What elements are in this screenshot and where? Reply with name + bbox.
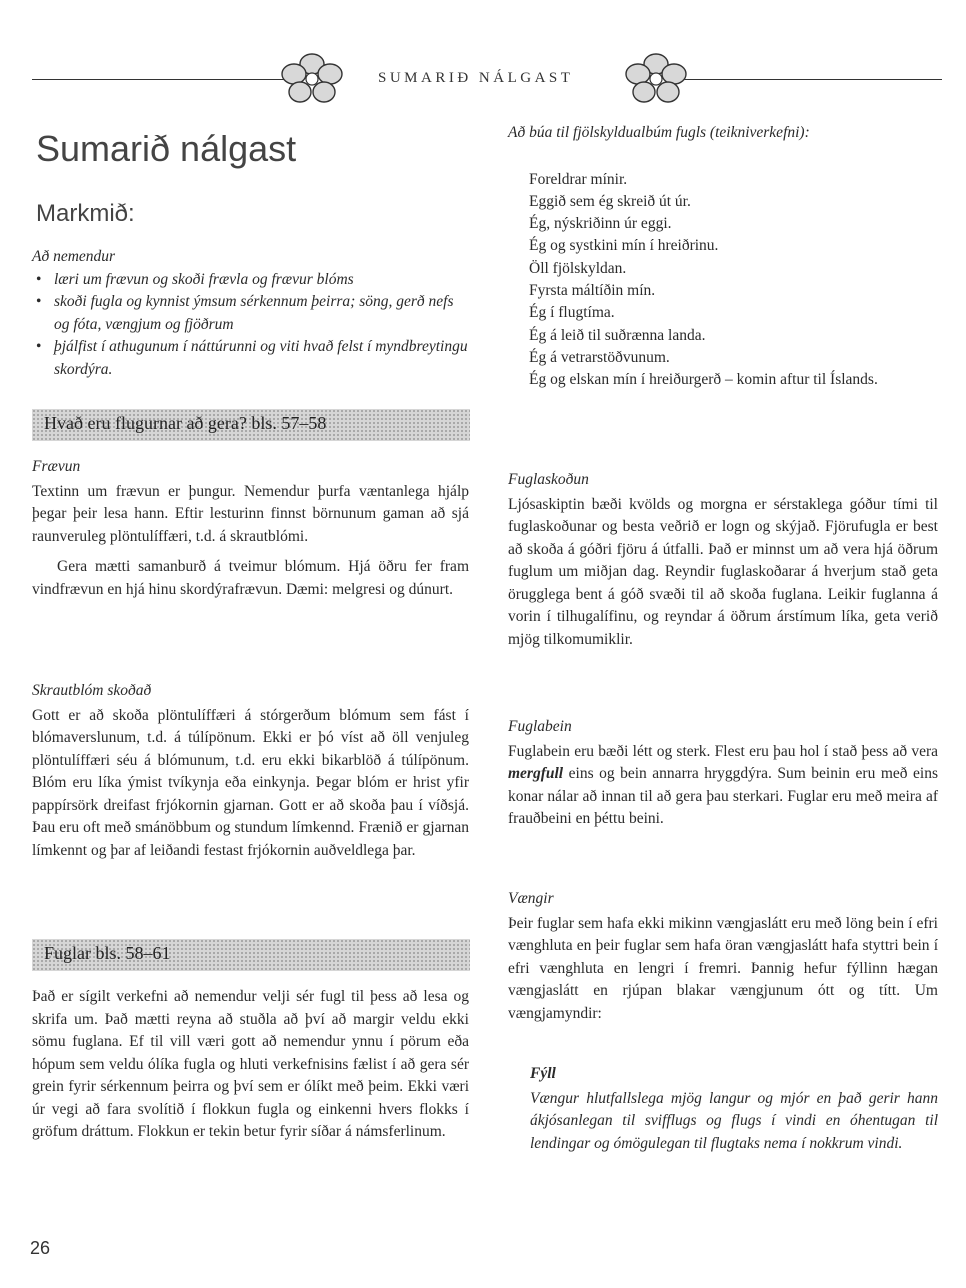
paragraph: Gera mætti samanburð á tveimur blómum. Hjá öðru fer fram vindfrævun en hjá hinu skordýrafrævun. Dæmi: melgresi og dúnurt.: [32, 558, 469, 598]
banner-label: Hvað eru flugurnar að gera? bls. 57–58: [44, 413, 327, 433]
page-title: Sumarið nálgast: [36, 128, 297, 169]
running-title: SUMARIÐ NÁLGAST: [378, 70, 574, 86]
paragraph: Ljósaskiptin bæði kvölds og morgna er sérstaklega góður tími til fuglaskoðunar og besta veðrið er logn og skýjað. Fjörufugla er best að skoða á góðri fjöru á útfalli. Það er minnst um að vera hjá öðrum fuglum um miðjan dag. Reyndir fuglaskoðarar á hverjum stað geta örugglega bent á góð svæði til að skoða fuglana. Leikir fuglanna á vorin í tilhugalífinu, og reyndar á öðrum árstímum líka, geta verið mjög tilkomumiklir.: [508, 495, 938, 648]
section-heading: Fýll: [530, 1065, 556, 1082]
album-item: Eggið sem ég skreið út úr.: [529, 192, 691, 210]
section-banner-flugurnar: [32, 409, 470, 441]
section-heading: Að búa til fjölskyldualbúm fugls (teikniverkefni):: [508, 124, 810, 141]
fuglaskodun-section: [508, 469, 938, 651]
goal-item: • læri um frævun og skoði frævla og frævur blóms: [54, 269, 469, 292]
album-item: Ég á vetrarstöðvunum.: [529, 348, 670, 366]
album-item: Ég og elskan mín í hreiðurgerð – komin aftur til Íslands.: [529, 371, 878, 389]
vaengir-section: [508, 888, 938, 1025]
paragraph: Textinn um frævun er þungur. Nemendur þurfa væntanlega hjálp þegar þeir lesa hann. Eftir lesturinn finnst börnunum gaman að sjá raunveruleg plöntulíffæri, t.d. á skrautblómi.: [32, 482, 469, 545]
section-banner-fuglar: [32, 939, 470, 971]
goals-intro: Að nemendur: [32, 248, 116, 265]
page-number: 26: [30, 1238, 51, 1258]
banner-label: Fuglar bls. 58–61: [44, 943, 171, 963]
section-heading: Fuglabein: [508, 718, 572, 735]
section-heading: Fuglaskoðun: [508, 471, 589, 488]
goals-subtitle: Markmið:: [36, 200, 135, 227]
goal-item: • þjálfist í athugunum í náttúrunni og viti hvað felst í myndbreytingu skordýra.: [54, 336, 469, 381]
paragraph: Það er sígilt verkefni að nemendur velji sér fugl til þess að lesa og skrifa um. Það mætti reyna að stuðla að því að margir veldu ekki sömu fuglana. Ef til vill væri gott að nemendur ynnu í pörum eða hópum sem veldu ólíka fugla og hluti verkefnisins fælist í að gera sér grein fyrir sérkennum þeirra og því sem er ólíkt með þeim. Ekki væri úr vegi að fara svolítið í flokkun fugla og einkenni hvers flokks í gröfum dráttum. Flokkun er tekin betur fyrir síðar á námsferlinum.: [32, 988, 469, 1140]
album-item: Fyrsta máltíðin mín.: [529, 281, 656, 299]
goals-section: [32, 246, 469, 381]
album-section: [508, 122, 938, 391]
fyll-section: [530, 1063, 938, 1155]
paragraph: Gott er að skoða plöntulíffæri á stórgerðum blómum sem fást í blómaverslunum, t.d. á túlípönum. Ekki er þó víst að öll venjuleg plöntulíffæri séu á blómunum, t.d. eru ekki bikarblöð á túlípönum. Blóm eru líka ýmist tvíkynja eða einkynja. Þegar blóm er hrist yfir pappírsörk dreifast frjókornin gjarnan. Gott er að skoða þau í víðsjá. Þau eru oft með smánöbbum og stundum límkennd. Frænið er gjarnan límkennt og þar af leiðandi festast frjókornin auðveldlega þar.: [32, 706, 469, 859]
paragraph: [508, 741, 938, 831]
section-heading: Vængir: [508, 890, 554, 907]
skrautblom-section: [32, 680, 469, 862]
album-item: Ég og systkini mín í hreiðrinu.: [529, 237, 719, 255]
album-item: Foreldrar mínir.: [529, 170, 628, 188]
section-heading: Frævun: [32, 458, 81, 475]
album-item: Ég á leið til suðrænna landa.: [529, 326, 706, 344]
header-rule-right: [684, 79, 942, 80]
flower-ornament-right-icon: [620, 52, 692, 106]
text-run: Fuglabein eru bæði létt og sterk. Flest eru þau hol í stað þess að vera: [508, 742, 938, 760]
flower-ornament-left-icon: [276, 52, 348, 106]
fraevun-section: [32, 456, 469, 601]
section-heading: Skrautblóm skoðað: [32, 682, 152, 699]
album-item: Ég í flugtíma.: [529, 304, 615, 322]
paragraph: Þeir fuglar sem hafa ekki mikinn vængjaslátt eru með löng bein í efri vænghluta en þeir fuglar sem hafa öran vængjaslátt hafa styttri bein í efri vænghluta en lengri í fremri. Þannig hefur fýllinn hægan vængjaslátt en rjúpan blakar vængjunum ótt og títt. Um vængjamyndir:: [508, 914, 938, 1022]
text-run: eins og bein annarra hryggdýra. Sum beinin eru með eins konar nálar að innan til að gera þau sterkari. Fuglar eru með meira af frauðbeini en þéttu beini.: [508, 765, 938, 827]
header-rule-left: [32, 79, 288, 80]
paragraph: Vængur hlutfallslega mjög langur og mjór en það gerir hann ákjósanlegan til svifflugs og flugs í vindi en óhentugan til lendingar og ómögulegan til flugtaks nema í nokkrum vindi.: [530, 1089, 938, 1152]
album-item: Öll fjölskyldan.: [529, 259, 627, 277]
album-list: [508, 169, 938, 392]
goals-list: [32, 269, 469, 382]
album-item: Ég, nýskriðinn úr eggi.: [529, 215, 672, 233]
fuglar-section: [32, 986, 469, 1144]
emphasis: mergfull: [508, 765, 564, 782]
goal-item: • skoði fugla og kynnist ýmsum sérkennum þeirra; söng, gerð nefs og fóta, vængjum og fjöðrum: [54, 291, 469, 336]
fuglabein-section: [508, 716, 938, 831]
